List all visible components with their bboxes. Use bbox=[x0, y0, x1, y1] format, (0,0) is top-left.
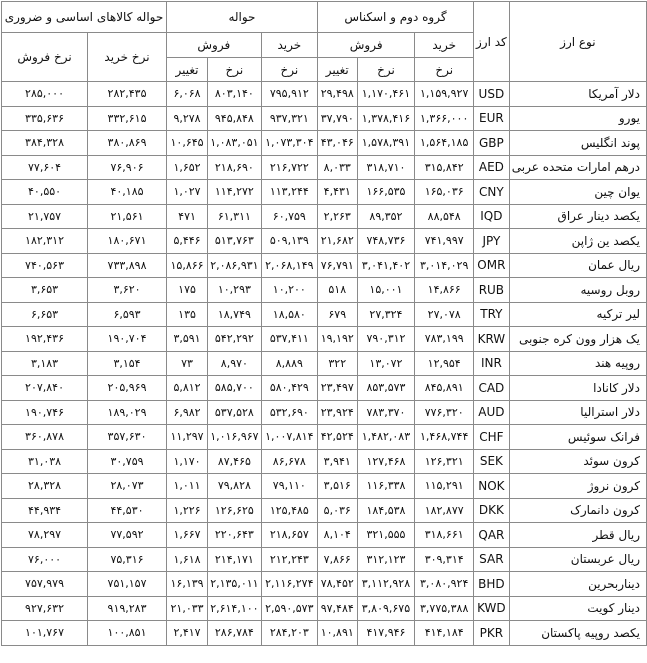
currency-code-cell: NOK bbox=[474, 474, 510, 499]
essential-sell-rate-cell: ۳۶۰,۸۷۸ bbox=[2, 425, 88, 450]
group-buy-rate-cell: ۳,۰۸۰,۹۲۴ bbox=[415, 572, 474, 597]
group-change-cell: ۷۸,۴۵۲ bbox=[317, 572, 357, 597]
remittance-change-cell: ۶,۰۶۸ bbox=[166, 82, 207, 107]
rate-rows bbox=[2, 82, 647, 646]
essential-buy-rate-cell: ۷۶,۹۰۶ bbox=[88, 155, 167, 180]
essential-buy-rate-cell: ۲۸۲,۴۳۵ bbox=[88, 82, 167, 107]
group-buy-rate-cell: ۷۴۱,۹۹۷ bbox=[415, 229, 474, 254]
group-buy-rate-cell: ۳۰۹,۳۱۴ bbox=[415, 547, 474, 572]
group-change-cell: ۱۹,۱۹۲ bbox=[317, 327, 357, 352]
group-buy-rate-cell: ۱,۱۵۹,۹۲۷ bbox=[415, 82, 474, 107]
group-sell-rate-cell: ۷۴۸,۷۳۶ bbox=[357, 229, 415, 254]
group-buy-rate-cell: ۱۴,۸۶۶ bbox=[415, 278, 474, 303]
remittance-change-cell: ۳,۵۹۱ bbox=[166, 327, 207, 352]
group-change-cell: ۶۷۹ bbox=[317, 302, 357, 327]
essential-sell-rate-cell: ۳,۶۵۳ bbox=[2, 278, 88, 303]
remittance-sell-rate-cell: ۸,۹۷۰ bbox=[208, 351, 262, 376]
remittance-buy-rate-cell: ۸,۸۸۹ bbox=[261, 351, 317, 376]
remittance-change-cell: ۱,۰۱۱ bbox=[166, 474, 207, 499]
essential-sell-rate-cell: ۳۱,۰۳۸ bbox=[2, 449, 88, 474]
group-change-cell: ۷۶,۷۹۱ bbox=[317, 253, 357, 278]
header-group-change: تغییر bbox=[317, 58, 357, 82]
essential-sell-rate-cell: ۷۷,۶۰۴ bbox=[2, 155, 88, 180]
essential-buy-rate-cell: ۴۴,۵۳۰ bbox=[88, 498, 167, 523]
remittance-buy-rate-cell: ۱۰,۲۰۰ bbox=[261, 278, 317, 303]
remittance-buy-rate-cell: ۲,۰۶۸,۱۴۹ bbox=[261, 253, 317, 278]
essential-sell-rate-cell: ۱۹۲,۴۳۶ bbox=[2, 327, 88, 352]
remittance-buy-rate-cell: ۱۲۵,۴۸۵ bbox=[261, 498, 317, 523]
group-buy-rate-cell: ۱۲۶,۳۲۱ bbox=[415, 449, 474, 474]
remittance-sell-rate-cell: ۵۳۷,۵۲۸ bbox=[208, 400, 262, 425]
remittance-sell-rate-cell: ۸۷,۴۶۵ bbox=[208, 449, 262, 474]
currency-name-cell: یک هزار وون کره جنوبی bbox=[509, 327, 646, 352]
table-row bbox=[2, 523, 647, 548]
currency-code-cell: USD bbox=[474, 82, 510, 107]
essential-buy-rate-cell: ۳۸۰,۸۶۹ bbox=[88, 131, 167, 156]
currency-name-cell: روپیه هند bbox=[509, 351, 646, 376]
essential-buy-rate-cell: ۳۵۷,۶۳۰ bbox=[88, 425, 167, 450]
essential-buy-rate-cell: ۳۰,۷۵۹ bbox=[88, 449, 167, 474]
group-change-cell: ۲۱,۶۸۲ bbox=[317, 229, 357, 254]
remittance-sell-rate-cell: ۵۴۲,۲۹۲ bbox=[208, 327, 262, 352]
currency-name-cell: ریال قطر bbox=[509, 523, 646, 548]
group-sell-rate-cell: ۱,۱۷۰,۴۶۱ bbox=[357, 82, 415, 107]
remittance-buy-rate-cell: ۸۶,۶۷۸ bbox=[261, 449, 317, 474]
table-row bbox=[2, 376, 647, 401]
header-essential-goods-remittance: حواله کالاهای اساسی و ضروری bbox=[2, 2, 167, 33]
table-row bbox=[2, 449, 647, 474]
currency-name-cell: یکصد دینار عراق bbox=[509, 204, 646, 229]
currency-name-cell: فرانک سوئیس bbox=[509, 425, 646, 450]
currency-name-cell: دلار آمریکا bbox=[509, 82, 646, 107]
header-remittance-change: تغییر bbox=[166, 58, 207, 82]
group-buy-rate-cell: ۱۸۲,۸۷۷ bbox=[415, 498, 474, 523]
currency-code-cell: PKR bbox=[474, 621, 510, 646]
group-sell-rate-cell: ۴۱۷,۹۴۶ bbox=[357, 621, 415, 646]
table-row bbox=[2, 155, 647, 180]
essential-buy-rate-cell: ۱۰۰,۸۵۱ bbox=[88, 621, 167, 646]
currency-name-cell: یکصد ین ژاپن bbox=[509, 229, 646, 254]
remittance-sell-rate-cell: ۱۱۴,۲۷۲ bbox=[208, 180, 262, 205]
essential-sell-rate-cell: ۷۸,۲۹۷ bbox=[2, 523, 88, 548]
essential-buy-rate-cell: ۱۸۰,۶۷۱ bbox=[88, 229, 167, 254]
group-buy-rate-cell: ۲۷,۰۷۸ bbox=[415, 302, 474, 327]
table-row bbox=[2, 180, 647, 205]
table-row bbox=[2, 498, 647, 523]
header-group-buy-rate: نرخ bbox=[415, 58, 474, 82]
group-sell-rate-cell: ۷۹۰,۳۱۲ bbox=[357, 327, 415, 352]
table-row bbox=[2, 621, 647, 646]
remittance-change-cell: ۲,۴۱۷ bbox=[166, 621, 207, 646]
currency-code-cell: BHD bbox=[474, 572, 510, 597]
group-change-cell: ۵۱۸ bbox=[317, 278, 357, 303]
currency-name-cell: یورو bbox=[509, 106, 646, 131]
currency-name-cell: یکصد روپیه پاکستان bbox=[509, 621, 646, 646]
group-change-cell: ۲۹,۴۹۸ bbox=[317, 82, 357, 107]
remittance-buy-rate-cell: ۲۱۲,۲۴۳ bbox=[261, 547, 317, 572]
table-row bbox=[2, 253, 647, 278]
currency-code-cell: DKK bbox=[474, 498, 510, 523]
group-buy-rate-cell: ۳,۰۱۴,۰۲۹ bbox=[415, 253, 474, 278]
table-row bbox=[2, 425, 647, 450]
essential-sell-rate-cell: ۳,۱۸۳ bbox=[2, 351, 88, 376]
essential-sell-rate-cell: ۴۰,۵۵۰ bbox=[2, 180, 88, 205]
header-currency-type: نوع ارز bbox=[509, 2, 646, 82]
remittance-sell-rate-cell: ۷۹,۸۲۸ bbox=[208, 474, 262, 499]
essential-sell-rate-cell: ۳۳۵,۶۳۶ bbox=[2, 106, 88, 131]
currency-code-cell: INR bbox=[474, 351, 510, 376]
currency-name-cell: کرون سوئد bbox=[509, 449, 646, 474]
remittance-buy-rate-cell: ۷۹۵,۹۱۲ bbox=[261, 82, 317, 107]
header-remittance-buy-rate: نرخ bbox=[261, 58, 317, 82]
essential-buy-rate-cell: ۲۱,۵۶۱ bbox=[88, 204, 167, 229]
currency-name-cell: لیر ترکیه bbox=[509, 302, 646, 327]
remittance-buy-rate-cell: ۵۸۰,۴۲۹ bbox=[261, 376, 317, 401]
group-change-cell: ۴۳,۰۴۶ bbox=[317, 131, 357, 156]
essential-sell-rate-cell: ۱۰۱,۷۶۷ bbox=[2, 621, 88, 646]
currency-code-cell: RUB bbox=[474, 278, 510, 303]
remittance-sell-rate-cell: ۹۴۵,۸۴۸ bbox=[208, 106, 262, 131]
remittance-change-cell: ۱,۰۲۷ bbox=[166, 180, 207, 205]
remittance-change-cell: ۱,۶۱۸ bbox=[166, 547, 207, 572]
table-row bbox=[2, 474, 647, 499]
remittance-change-cell: ۱,۶۶۷ bbox=[166, 523, 207, 548]
currency-name-cell: کرون نروژ bbox=[509, 474, 646, 499]
group-sell-rate-cell: ۱,۳۷۸,۴۱۶ bbox=[357, 106, 415, 131]
group-buy-rate-cell: ۸۸,۵۴۸ bbox=[415, 204, 474, 229]
essential-sell-rate-cell: ۷۶,۰۰۰ bbox=[2, 547, 88, 572]
remittance-sell-rate-cell: ۸۰۳,۱۴۰ bbox=[208, 82, 262, 107]
group-change-cell: ۲,۲۶۳ bbox=[317, 204, 357, 229]
header-currency-code: کد ارز bbox=[474, 2, 510, 82]
remittance-change-cell: ۱۵,۸۶۶ bbox=[166, 253, 207, 278]
remittance-change-cell: ۱۳۵ bbox=[166, 302, 207, 327]
header-group-buy: خرید bbox=[415, 33, 474, 58]
group-buy-rate-cell: ۷۸۳,۱۹۹ bbox=[415, 327, 474, 352]
group-sell-rate-cell: ۱۱۶,۳۳۸ bbox=[357, 474, 415, 499]
currency-name-cell: ریال عمان bbox=[509, 253, 646, 278]
currency-name-cell: دلار کانادا bbox=[509, 376, 646, 401]
remittance-buy-rate-cell: ۱,۰۷۳,۳۰۴ bbox=[261, 131, 317, 156]
essential-buy-rate-cell: ۳,۶۲۰ bbox=[88, 278, 167, 303]
essential-buy-rate-cell: ۷۳۳,۸۹۸ bbox=[88, 253, 167, 278]
group-buy-rate-cell: ۳۱۸,۶۶۱ bbox=[415, 523, 474, 548]
table-row bbox=[2, 572, 647, 597]
remittance-sell-rate-cell: ۲۲۰,۶۴۳ bbox=[208, 523, 262, 548]
group-sell-rate-cell: ۱,۵۷۸,۳۹۱ bbox=[357, 131, 415, 156]
remittance-buy-rate-cell: ۵۰۹,۱۳۹ bbox=[261, 229, 317, 254]
group-change-cell: ۴,۴۳۱ bbox=[317, 180, 357, 205]
remittance-change-cell: ۶,۹۸۲ bbox=[166, 400, 207, 425]
currency-code-cell: KWD bbox=[474, 596, 510, 621]
remittance-buy-rate-cell: ۲۸۴,۲۰۳ bbox=[261, 621, 317, 646]
group-sell-rate-cell: ۳,۸۰۹,۶۷۵ bbox=[357, 596, 415, 621]
currency-code-cell: AED bbox=[474, 155, 510, 180]
remittance-buy-rate-cell: ۵۳۷,۴۱۱ bbox=[261, 327, 317, 352]
table-row bbox=[2, 400, 647, 425]
remittance-sell-rate-cell: ۲۱۸,۶۹۰ bbox=[208, 155, 262, 180]
currency-code-cell: CAD bbox=[474, 376, 510, 401]
exchange-rate-table bbox=[1, 1, 647, 646]
group-buy-rate-cell: ۱۱۵,۲۹۱ bbox=[415, 474, 474, 499]
group-sell-rate-cell: ۳,۰۴۱,۴۰۲ bbox=[357, 253, 415, 278]
table-row bbox=[2, 204, 647, 229]
group-sell-rate-cell: ۱۵,۰۰۱ bbox=[357, 278, 415, 303]
remittance-buy-rate-cell: ۱۱۳,۲۴۴ bbox=[261, 180, 317, 205]
essential-buy-rate-cell: ۳,۱۵۴ bbox=[88, 351, 167, 376]
remittance-buy-rate-cell: ۲,۱۱۶,۲۷۴ bbox=[261, 572, 317, 597]
essential-buy-rate-cell: ۲۰۵,۹۶۹ bbox=[88, 376, 167, 401]
remittance-change-cell: ۱۰,۶۴۵ bbox=[166, 131, 207, 156]
remittance-sell-rate-cell: ۵۸۵,۷۰۰ bbox=[208, 376, 262, 401]
essential-buy-rate-cell: ۷۵,۳۱۶ bbox=[88, 547, 167, 572]
currency-name-cell: دینار کویت bbox=[509, 596, 646, 621]
group-sell-rate-cell: ۱,۴۸۲,۰۸۳ bbox=[357, 425, 415, 450]
remittance-buy-rate-cell: ۱,۰۰۷,۸۱۴ bbox=[261, 425, 317, 450]
remittance-change-cell: ۱,۱۷۰ bbox=[166, 449, 207, 474]
essential-sell-rate-cell: ۹۲۷,۶۳۲ bbox=[2, 596, 88, 621]
currency-code-cell: SAR bbox=[474, 547, 510, 572]
group-change-cell: ۹۷,۴۸۴ bbox=[317, 596, 357, 621]
group-sell-rate-cell: ۸۹,۳۵۲ bbox=[357, 204, 415, 229]
currency-code-cell: TRY bbox=[474, 302, 510, 327]
currency-code-cell: EUR bbox=[474, 106, 510, 131]
essential-buy-rate-cell: ۷۵۱,۱۵۷ bbox=[88, 572, 167, 597]
header-group-2-and-cash: گروه دوم و اسکناس bbox=[317, 2, 473, 33]
currency-code-cell: IQD bbox=[474, 204, 510, 229]
essential-buy-rate-cell: ۱۹۰,۷۰۴ bbox=[88, 327, 167, 352]
header-group-sell: فروش bbox=[317, 33, 414, 58]
remittance-buy-rate-cell: ۶۰,۷۵۹ bbox=[261, 204, 317, 229]
remittance-sell-rate-cell: ۲,۱۳۵,۰۱۱ bbox=[208, 572, 262, 597]
group-change-cell: ۳,۹۴۱ bbox=[317, 449, 357, 474]
remittance-sell-rate-cell: ۲,۶۱۴,۱۰۰ bbox=[208, 596, 262, 621]
currency-code-cell: JPY bbox=[474, 229, 510, 254]
remittance-buy-rate-cell: ۷۹,۱۱۰ bbox=[261, 474, 317, 499]
remittance-change-cell: ۵,۴۴۶ bbox=[166, 229, 207, 254]
header-essential-buy-rate: نرخ خرید bbox=[88, 33, 167, 82]
remittance-change-cell: ۱۷۵ bbox=[166, 278, 207, 303]
remittance-change-cell: ۴۷۱ bbox=[166, 204, 207, 229]
group-sell-rate-cell: ۱۸۴,۵۳۸ bbox=[357, 498, 415, 523]
remittance-buy-rate-cell: ۱۸,۵۸۰ bbox=[261, 302, 317, 327]
remittance-change-cell: ۲۱,۰۳۳ bbox=[166, 596, 207, 621]
currency-name-cell: یوان چین bbox=[509, 180, 646, 205]
table-row bbox=[2, 302, 647, 327]
header-essential-sell-rate: نرخ فروش bbox=[2, 33, 88, 82]
group-sell-rate-cell: ۳۱۸,۷۱۰ bbox=[357, 155, 415, 180]
remittance-sell-rate-cell: ۲۸۶,۷۸۴ bbox=[208, 621, 262, 646]
group-change-cell: ۲۳,۴۹۷ bbox=[317, 376, 357, 401]
currency-code-cell: CHF bbox=[474, 425, 510, 450]
currency-name-cell: روبل روسیه bbox=[509, 278, 646, 303]
group-buy-rate-cell: ۱,۴۶۸,۷۴۴ bbox=[415, 425, 474, 450]
group-buy-rate-cell: ۴۱۴,۱۸۴ bbox=[415, 621, 474, 646]
currency-code-cell: OMR bbox=[474, 253, 510, 278]
group-sell-rate-cell: ۸۵۳,۵۷۳ bbox=[357, 376, 415, 401]
group-buy-rate-cell: ۱,۳۶۶,۰۰۰ bbox=[415, 106, 474, 131]
remittance-buy-rate-cell: ۹۳۷,۳۲۱ bbox=[261, 106, 317, 131]
group-buy-rate-cell: ۸۴۵,۸۹۱ bbox=[415, 376, 474, 401]
remittance-sell-rate-cell: ۱۲۶,۶۲۵ bbox=[208, 498, 262, 523]
remittance-change-cell: ۱,۶۵۲ bbox=[166, 155, 207, 180]
group-change-cell: ۸,۰۳۳ bbox=[317, 155, 357, 180]
group-change-cell: ۳,۵۱۶ bbox=[317, 474, 357, 499]
group-sell-rate-cell: ۷۸۳,۳۷۰ bbox=[357, 400, 415, 425]
table-row bbox=[2, 547, 647, 572]
essential-sell-rate-cell: ۲۸۵,۰۰۰ bbox=[2, 82, 88, 107]
group-buy-rate-cell: ۷۷۶,۳۲۰ bbox=[415, 400, 474, 425]
remittance-change-cell: ۱۶,۱۳۹ bbox=[166, 572, 207, 597]
essential-buy-rate-cell: ۴۰,۱۸۵ bbox=[88, 180, 167, 205]
remittance-change-cell: ۱۱,۲۹۷ bbox=[166, 425, 207, 450]
group-change-cell: ۱۰,۸۹۱ bbox=[317, 621, 357, 646]
table-row bbox=[2, 327, 647, 352]
group-change-cell: ۳۷,۷۹۰ bbox=[317, 106, 357, 131]
remittance-change-cell: ۷۳ bbox=[166, 351, 207, 376]
group-sell-rate-cell: ۱۶۶,۵۳۵ bbox=[357, 180, 415, 205]
essential-buy-rate-cell: ۷۷,۵۹۲ bbox=[88, 523, 167, 548]
group-buy-rate-cell: ۱۶۵,۰۳۶ bbox=[415, 180, 474, 205]
essential-buy-rate-cell: ۳۳۲,۶۱۵ bbox=[88, 106, 167, 131]
group-sell-rate-cell: ۲۷,۳۲۴ bbox=[357, 302, 415, 327]
remittance-change-cell: ۱,۲۲۶ bbox=[166, 498, 207, 523]
group-change-cell: ۴۲,۵۲۴ bbox=[317, 425, 357, 450]
essential-sell-rate-cell: ۷۴۰,۵۶۳ bbox=[2, 253, 88, 278]
group-buy-rate-cell: ۱۲,۹۵۴ bbox=[415, 351, 474, 376]
essential-sell-rate-cell: ۱۸۲,۳۱۲ bbox=[2, 229, 88, 254]
remittance-change-cell: ۹,۲۷۸ bbox=[166, 106, 207, 131]
group-buy-rate-cell: ۱,۵۶۴,۱۸۵ bbox=[415, 131, 474, 156]
group-change-cell: ۳۲۲ bbox=[317, 351, 357, 376]
remittance-change-cell: ۵,۸۱۲ bbox=[166, 376, 207, 401]
group-buy-rate-cell: ۳۱۵,۸۴۲ bbox=[415, 155, 474, 180]
essential-sell-rate-cell: ۲۱,۷۵۷ bbox=[2, 204, 88, 229]
currency-name-cell: کرون دانمارک bbox=[509, 498, 646, 523]
currency-code-cell: CNY bbox=[474, 180, 510, 205]
essential-sell-rate-cell: ۲۸,۳۲۸ bbox=[2, 474, 88, 499]
essential-sell-rate-cell: ۲۰۷,۸۴۰ bbox=[2, 376, 88, 401]
currency-name-cell: دلار استرالیا bbox=[509, 400, 646, 425]
remittance-sell-rate-cell: ۶۱,۳۱۱ bbox=[208, 204, 262, 229]
table-row bbox=[2, 596, 647, 621]
remittance-sell-rate-cell: ۲,۰۸۶,۹۳۱ bbox=[208, 253, 262, 278]
currency-name-cell: دیناربحرین bbox=[509, 572, 646, 597]
table-row bbox=[2, 82, 647, 107]
remittance-sell-rate-cell: ۵۱۳,۷۶۳ bbox=[208, 229, 262, 254]
group-change-cell: ۷,۸۶۶ bbox=[317, 547, 357, 572]
group-sell-rate-cell: ۳,۱۱۲,۹۲۸ bbox=[357, 572, 415, 597]
remittance-buy-rate-cell: ۵۳۲,۶۹۰ bbox=[261, 400, 317, 425]
essential-sell-rate-cell: ۴۴,۹۳۴ bbox=[2, 498, 88, 523]
currency-code-cell: QAR bbox=[474, 523, 510, 548]
group-change-cell: ۸,۱۰۴ bbox=[317, 523, 357, 548]
essential-buy-rate-cell: ۲۸,۰۷۳ bbox=[88, 474, 167, 499]
group-sell-rate-cell: ۳۲۱,۵۵۵ bbox=[357, 523, 415, 548]
group-change-cell: ۲۳,۹۲۴ bbox=[317, 400, 357, 425]
header-remittance-buy: خرید bbox=[261, 33, 317, 58]
header-remittance: حواله bbox=[166, 2, 317, 33]
remittance-sell-rate-cell: ۲۱۴,۱۷۱ bbox=[208, 547, 262, 572]
essential-sell-rate-cell: ۷۵۷,۹۷۹ bbox=[2, 572, 88, 597]
remittance-buy-rate-cell: ۲۱۶,۷۲۲ bbox=[261, 155, 317, 180]
essential-buy-rate-cell: ۱۸۹,۰۲۹ bbox=[88, 400, 167, 425]
currency-code-cell: GBP bbox=[474, 131, 510, 156]
table-row bbox=[2, 106, 647, 131]
essential-sell-rate-cell: ۱۹۰,۷۴۶ bbox=[2, 400, 88, 425]
header-remittance-sell: فروش bbox=[166, 33, 261, 58]
currency-name-cell: ریال عربستان bbox=[509, 547, 646, 572]
header-remittance-sell-rate: نرخ bbox=[208, 58, 262, 82]
group-buy-rate-cell: ۳,۷۷۵,۳۸۸ bbox=[415, 596, 474, 621]
remittance-sell-rate-cell: ۱۸,۷۴۹ bbox=[208, 302, 262, 327]
table-row bbox=[2, 229, 647, 254]
remittance-buy-rate-cell: ۲۱۸,۶۵۷ bbox=[261, 523, 317, 548]
table-row bbox=[2, 278, 647, 303]
group-change-cell: ۵,۰۳۶ bbox=[317, 498, 357, 523]
group-sell-rate-cell: ۱۲۷,۴۶۸ bbox=[357, 449, 415, 474]
essential-buy-rate-cell: ۹۱۹,۲۸۳ bbox=[88, 596, 167, 621]
remittance-buy-rate-cell: ۲,۵۹۰,۵۷۳ bbox=[261, 596, 317, 621]
table-row bbox=[2, 131, 647, 156]
remittance-sell-rate-cell: ۱۰,۲۹۳ bbox=[208, 278, 262, 303]
essential-sell-rate-cell: ۶,۶۵۳ bbox=[2, 302, 88, 327]
currency-name-cell: پوند انگلیس bbox=[509, 131, 646, 156]
group-sell-rate-cell: ۱۳,۰۷۲ bbox=[357, 351, 415, 376]
group-sell-rate-cell: ۳۱۲,۱۲۳ bbox=[357, 547, 415, 572]
currency-code-cell: SEK bbox=[474, 449, 510, 474]
currency-code-cell: AUD bbox=[474, 400, 510, 425]
essential-buy-rate-cell: ۶,۵۹۳ bbox=[88, 302, 167, 327]
currency-name-cell: درهم امارات متحده عربی bbox=[509, 155, 646, 180]
essential-sell-rate-cell: ۳۸۴,۳۲۸ bbox=[2, 131, 88, 156]
currency-code-cell: KRW bbox=[474, 327, 510, 352]
table-row bbox=[2, 351, 647, 376]
remittance-sell-rate-cell: ۱,۰۱۶,۹۶۷ bbox=[208, 425, 262, 450]
remittance-sell-rate-cell: ۱,۰۸۳,۰۵۱ bbox=[208, 131, 262, 156]
header-group-sell-rate: نرخ bbox=[357, 58, 415, 82]
